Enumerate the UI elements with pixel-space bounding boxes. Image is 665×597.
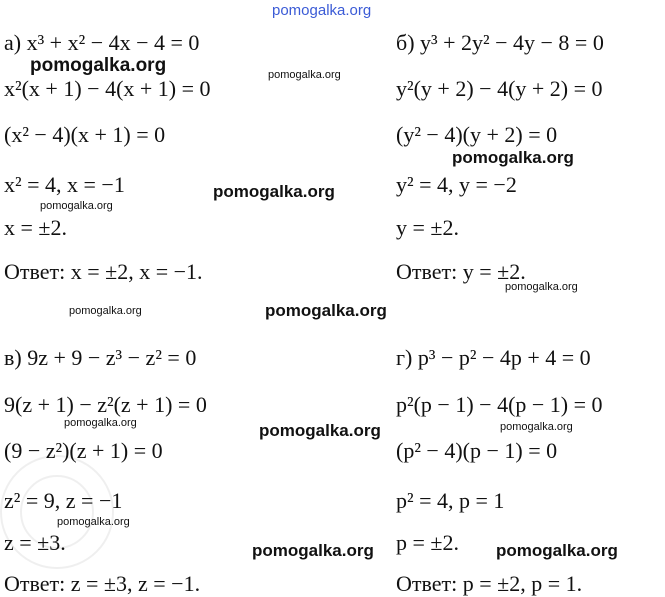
problem-v-step-product: (9 − z²)(z + 1) = 0: [4, 438, 163, 463]
watermark-top: pomogalka.org: [272, 2, 372, 19]
problem-b-step-factor: y²(y + 2) − 4(y + 2) = 0: [396, 76, 603, 101]
problem-a-equation: а) x³ + x² − 4x − 4 = 0: [4, 30, 200, 55]
problem-g-step-factor: p²(p − 1) − 4(p − 1) = 0: [396, 392, 603, 417]
problem-a-step-solution: x = ±2.: [4, 215, 67, 240]
watermark-small: pomogalka.org: [500, 421, 573, 433]
watermark-small: pomogalka.org: [64, 417, 137, 429]
problem-g-step-solution: p = ±2.: [396, 530, 459, 555]
watermark: pomogalka.org: [496, 541, 618, 560]
problem-v-step-factor: 9(z + 1) − z²(z + 1) = 0: [4, 392, 207, 417]
watermark: pomogalka.org: [452, 148, 574, 167]
problem-b-equation: б) y³ + 2y² − 4y − 8 = 0: [396, 30, 604, 55]
problem-a-step-factor: x²(x + 1) − 4(x + 1) = 0: [4, 76, 211, 101]
watermark: pomogalka.org: [30, 55, 167, 76]
problem-g-equation: г) p³ − p² − 4p + 4 = 0: [396, 345, 591, 370]
watermark: pomogalka.org: [265, 301, 387, 320]
problem-a-step-roots: x² = 4, x = −1: [4, 172, 125, 197]
problem-g-step-product: (p² − 4)(p − 1) = 0: [396, 438, 558, 463]
watermark-small: pomogalka.org: [505, 281, 578, 293]
watermark-small: pomogalka.org: [268, 69, 341, 81]
watermark: pomogalka.org: [213, 182, 335, 201]
watermark: pomogalka.org: [252, 541, 374, 560]
problem-a-step-product: (x² − 4)(x + 1) = 0: [4, 122, 166, 147]
problem-v-step-solution: z = ±3.: [4, 530, 66, 555]
problem-b-step-product: (y² − 4)(y + 2) = 0: [396, 122, 558, 147]
problem-b-step-solution: y = ±2.: [396, 215, 459, 240]
watermark-small: pomogalka.org: [69, 305, 142, 317]
problem-v-answer: Ответ: z = ±3, z = −1.: [4, 571, 201, 596]
watermark: pomogalka.org: [259, 421, 381, 440]
problem-g-step-roots: p² = 4, p = 1: [396, 488, 505, 513]
watermark-small: pomogalka.org: [57, 516, 130, 528]
watermark-small: pomogalka.org: [40, 200, 113, 212]
problem-g-answer: Ответ: p = ±2, p = 1.: [396, 571, 583, 596]
problem-a-answer: Ответ: x = ±2, x = −1.: [4, 259, 203, 284]
problem-v-step-roots: z² = 9, z = −1: [4, 488, 123, 513]
problem-b-step-roots: y² = 4, y = −2: [396, 172, 517, 197]
problem-b-answer: Ответ: y = ±2.: [396, 259, 526, 284]
problem-v-equation: в) 9z + 9 − z³ − z² = 0: [4, 345, 197, 370]
